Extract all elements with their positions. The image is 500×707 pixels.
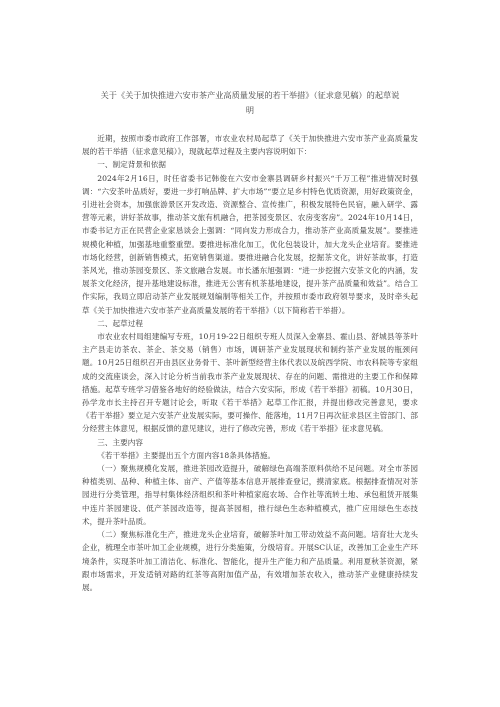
- section-heading-background: 一、制定背景和依据: [97, 160, 166, 170]
- title-line-2: 明: [245, 105, 255, 115]
- process-paragraph: 市农业农村局组建编写专班，10月19-22日组织专班人员深入金寨县、霍山县、舒城县等茶叶主产县走访茶农、茶企、茶交易（销售）市场，调研茶产业发展现状和制约茶产业发展的瓶颈问题。10月25日组织召开由县区业务骨干、茶叶新型经营主体代表以及皖西学院、市农科院等专家组成的交流座谈会，深入讨论分析当前我市茶产业发展现状、存在的问题、需推进的主要工作和保障措施。起草专班学习借鉴各地好的经验做法，结合六安实际，形成《若干举措》初稿。10月30日，孙学龙市长主持召开专题讨论会，听取《若干举措》起草工作汇报，并提出修改完善意见，要求《若干举措》要立足六安茶产业发展实际，要可操作、能落地，11月7日再次征求县区主管部门、部分经营主体意见，根据反馈的意见建议，进行了修改完善，形成《若干举措》征求意见稿。: [82, 332, 418, 434]
- document-title: [82, 88, 418, 118]
- background-paragraph: 2024年2月16日，时任省委书记韩俊在六安市金寨县调研乡村振兴“千万工程”推进情况时强调：“六安茶叶品质好，要进一步打响品牌、扩大市场”“要立足乡村特色优质资源，用好政策资金，引进社会资本，加强旅游景区开发改造、资源整合、宣传推广，积极发展特色民宿，融入研学、露营等元素，讲好茶故事，推动茶文旅有机融合，把茶园变景区、农房变客房”。2024年10月14日，市委书记方正在民营企业家恳谈会上强调：“同向发力形成合力，推动茶产业高质量发展”。要推进规模化种植，加强基地重整重塑。要推进标准化加工，优化包装设计，加大龙头企业培育。要推进市场化经营，创新销售模式，拓宽销售渠道。要推进融合化发展，挖掘茶文化，讲好茶故事，打造茶风光，推动茶园变景区、茶文旅融合发展。市长潘东旭强调：“进一步挖掘六安茶文化的内涵，发展茶文化经济，提升基地建设标准，推进无公害有机茶基地建设，提升茶产品质量和效益”。结合工作实际，我局立即启动茶产业发展规划编制等相关工作，并按照市委市政府领导要求，及时牵头起草《关于加快推进六安市茶产业高质量发展的若干举措》（以下简称若干举措）。: [82, 173, 418, 315]
- document-body: [82, 132, 418, 594]
- intro-paragraph: 近期，按照市委市政府工作部署，市农业农村局起草了《关于加快推进六安市茶产业高质量发展的若干举措（征求意见稿）》，现就起草过程及主要内容说明如下：: [82, 134, 418, 157]
- title-line-1: 关于《关于加快推进六安市茶产业高质量发展的若干举措》（征求意见稿）的起草说: [100, 90, 400, 100]
- content-item-2-paragraph: （二）聚焦标准化生产，推进龙头企业培育，破解茶叶加工带动效益不高问题。培育壮大龙头企业，梳理全市茶叶加工企业规模，进行分类施策，分级培育。开展SC认证，改善加工企业生产环境条件，实现茶叶加工清洁化、标准化、智能化，提升生产能力和产品质量。利用夏秋茶资源，紧跟市场需求，开发适销对路的红茶等高附加值产品，有效增加茶农收入，推动茶产业健康持续发展。: [82, 530, 418, 592]
- section-heading-process: 二、起草过程: [97, 318, 144, 328]
- content-item-1-paragraph: （一）聚焦规模化发展，推进茶园改造提升，破解绿色高端茶原料供给不足问题。对全市茶园种植类别、品种、种植主体、亩产、产值等基本信息开展排查登记，摸清家底。根据排查情况对茶园进行分类管理，指导村集体经济组织和茶叶种植家庭农场、合作社等流转土地、承包租赁开展集中连片茶园建设、低产茶园改造等，提高茶园相，推行绿色生态种植模式，推广应用绿色生态技术，提升茶叶品质。: [82, 464, 418, 526]
- section-heading-content: 三、主要内容: [97, 437, 144, 447]
- content-summary-paragraph: 《若干举措》主要提出五个方面内容18条具体措施。: [97, 450, 276, 460]
